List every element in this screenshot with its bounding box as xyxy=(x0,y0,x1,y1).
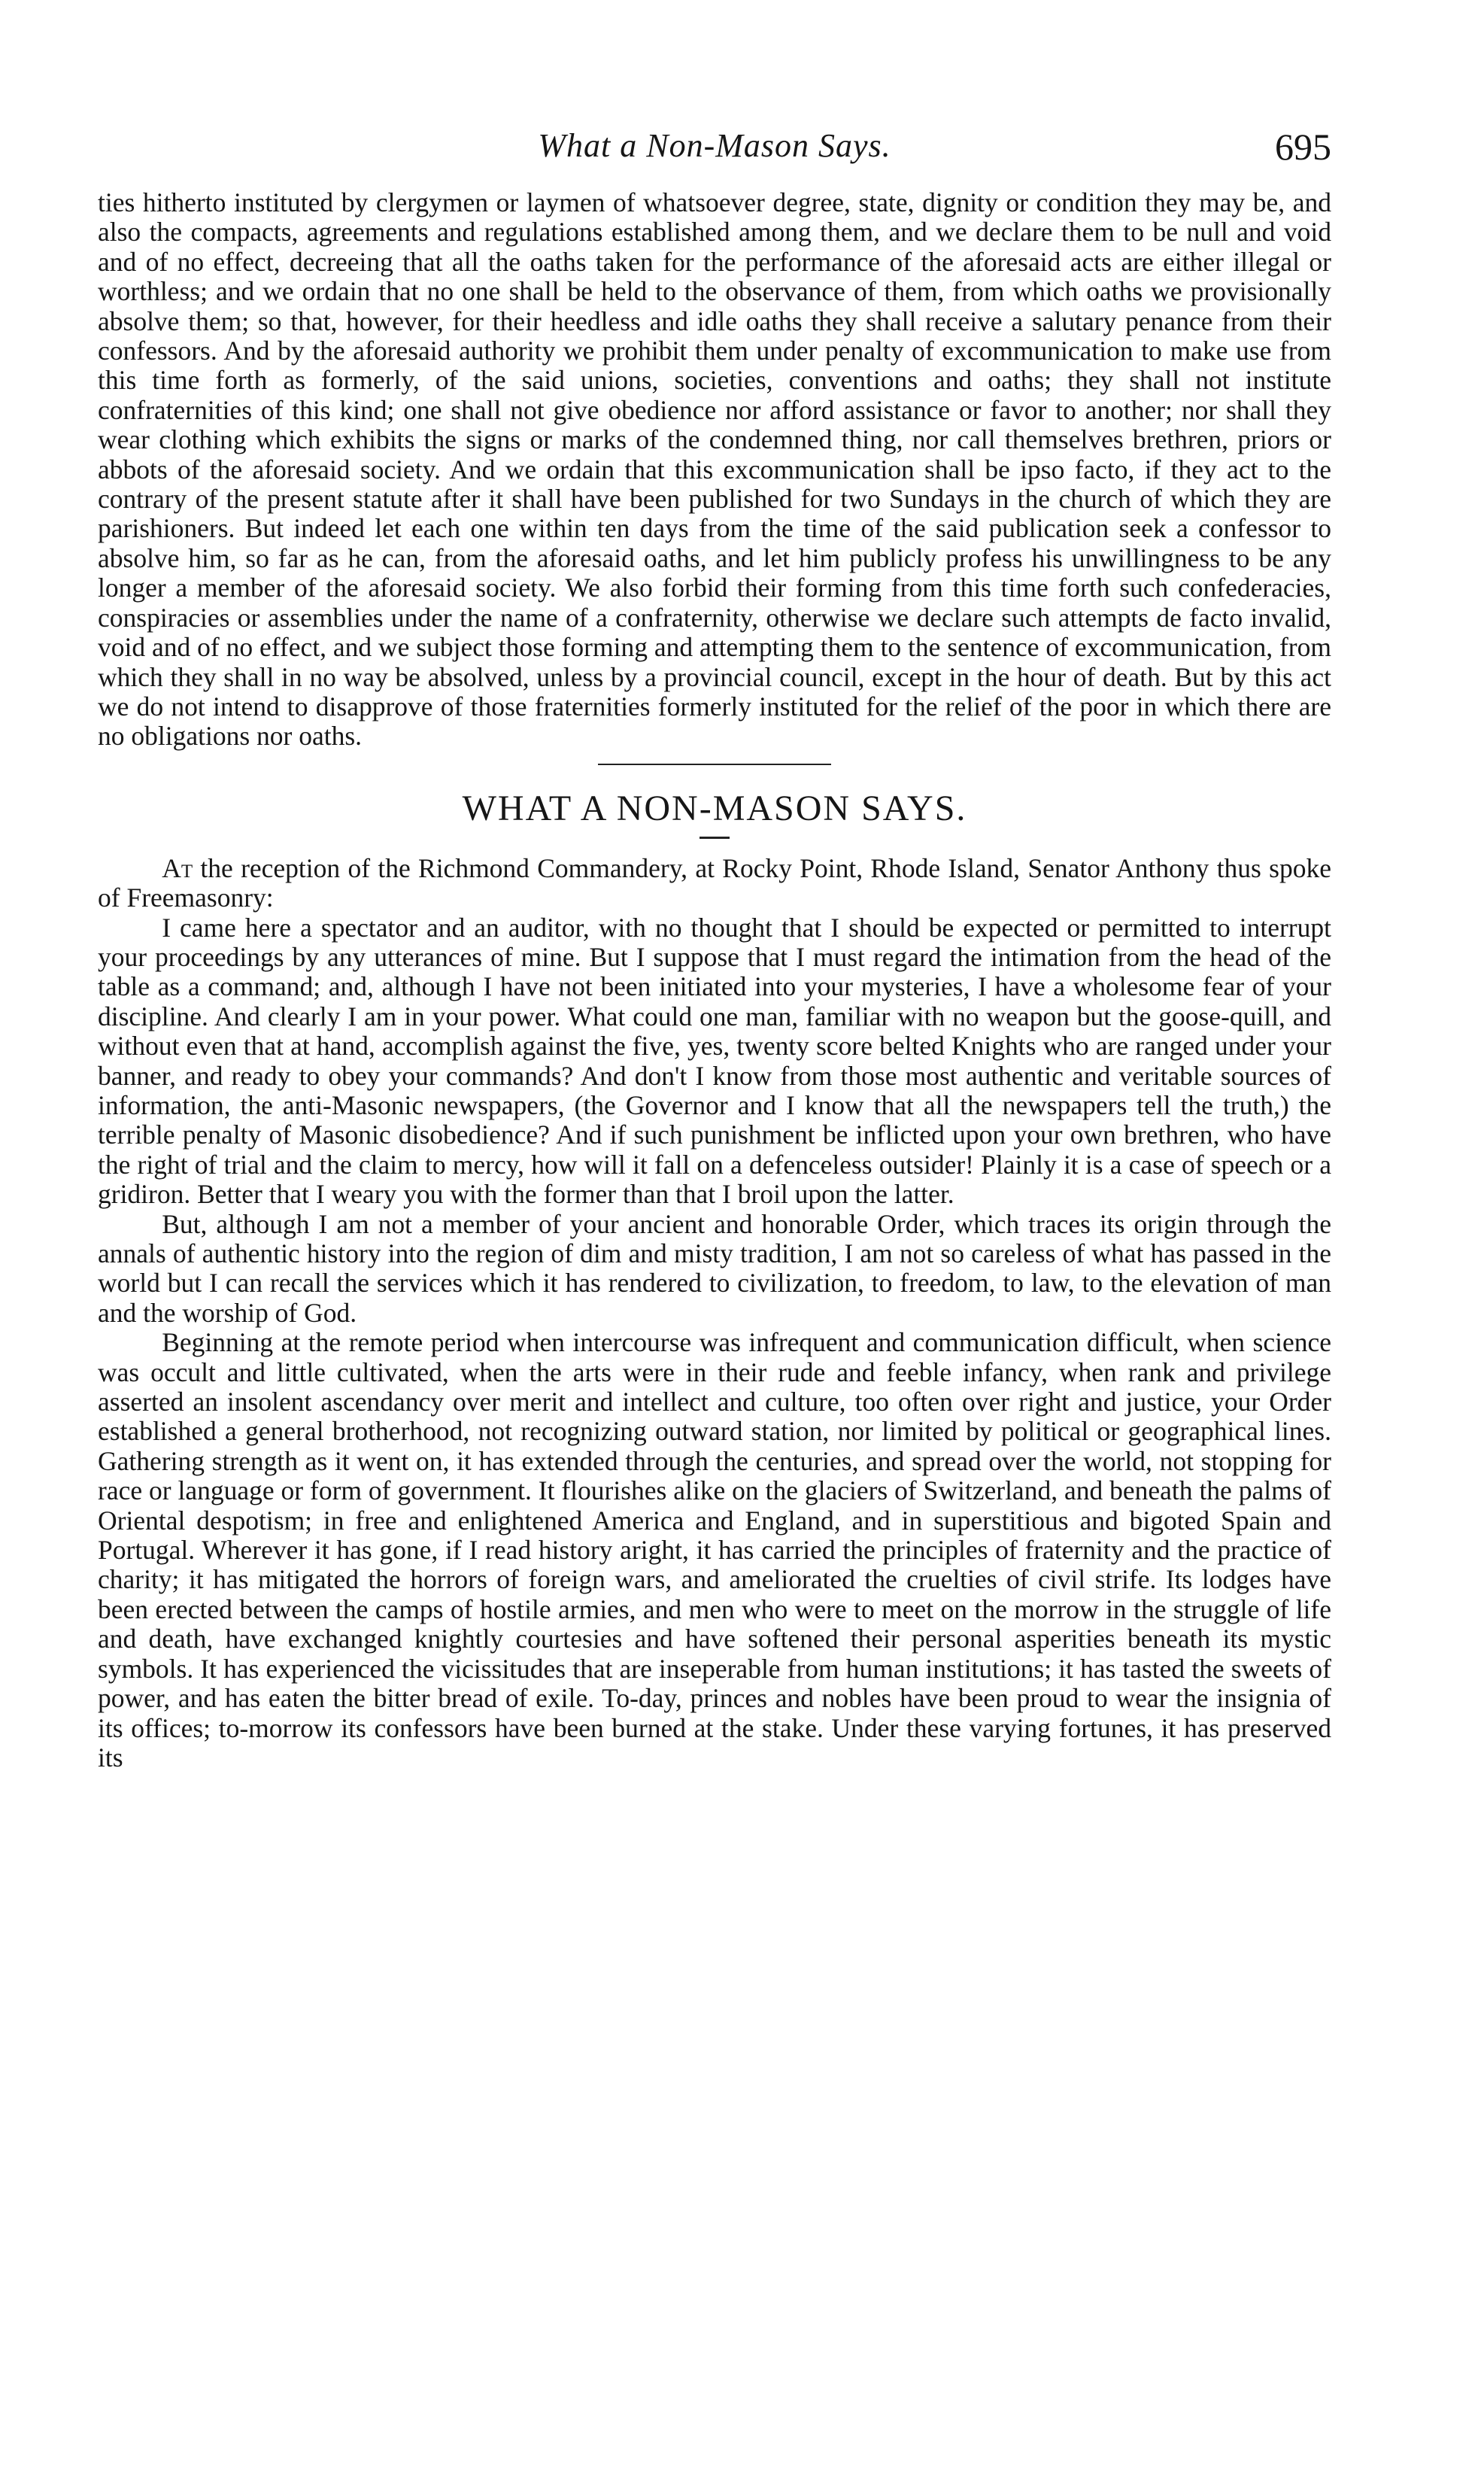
continued-paragraph: ties hitherto instituted by clergymen or laymen of whatsoever degree, state, dignity or condition they may be, and also the compacts, agreements and regulations established among them, and we declare them to be null and void and of no effect, decreeing that all the oaths taken for the performance of the aforesaid acts are either illegal or worthless; and we ordain that no one shall be held to the observance of them, from which oaths we provisionally absolve them; so that, however, for their heedless and idle oaths they shall receive a salutary penance from their confessors. And by the aforesaid authority we prohibit them under penalty of excommunication to make use from this time forth as formerly, of the said unions, societies, conventions and oaths; they shall not institute confraternities of this kind; one shall not give obedience nor afford assistance or favor to another; nor shall they wear clothing which exhibits the signs or marks of the condemned thing, nor call themselves brethren, priors or abbots of the aforesaid society. And we ordain that this excommunication shall be ipso facto, if they act to the contrary of the present statute after it shall have been published for two Sundays in the church of which they are parishioners. But indeed let each one within ten days from the time of the said publication seek a confessor to absolve him, so far as he can, from the aforesaid oaths, and let him publicly profess his unwillingness to be any longer a member of the aforesaid society. We also forbid their forming from this time forth such confederacies, conspiracies or assemblies under the name of a confraternity, otherwise we declare such attempts de facto invalid, void and of no effect, and we subject those forming and attempting them to the sentence of excommunication, from which they shall in no way be absolved, unless by a provincial council, except in the hour of death. But by this act we do not intend to disapprove of those fraternities formerly instituted for the relief of the poor in which there are no obligations nor oaths. xyxy=(98,187,1331,752)
intro-rest: the reception of the Richmond Commandery, at Rocky Point, Rhode Island, Senator Anthony thus spoke of Freemasonry: xyxy=(98,852,1331,913)
heading-dash xyxy=(700,837,730,839)
intro-lead: At xyxy=(162,852,193,883)
running-head xyxy=(98,120,1331,188)
body-text xyxy=(98,188,1331,1773)
book-page xyxy=(98,120,1331,2453)
article-paragraph: Beginning at the remote period when intercourse was infrequent and communication difficult, when science was occult and little cultivated, when the arts were in their rude and feeble infancy, when rank and privilege asserted an insolent ascendancy over merit and intellect and culture, too often over right and justice, your Order established a general brotherhood, not recognizing outward station, nor limited by political or geographical lines. Gathering strength as it went on, it has extended through the centuries, and spread over the world, not stopping for race or language or form of government. It flourishes alike on the glaciers of Switzerland, and beneath the palms of Oriental despotism; in free and enlightened America and England, and in superstitious and bigoted Spain and Portugal. Wherever it has gone, if I read history aright, it has carried the principles of fraternity and the practice of charity; it has mitigated the horrors of foreign wars, and ameliorated the cruelties of civil strife. Its lodges have been erected between the camps of hostile armies, and men who were to meet on the morrow in the struggle of life and death, have exchanged knightly courtesies and have softened their personal asperities beneath its mystic symbols. It has experienced the vicissitudes that are inseperable from human institutions; it has tasted the sweets of power, and has eaten the bitter bread of exile. To-day, princes and nobles have been proud to wear the insignia of its offices; to-morrow its confessors have been burned at the stake. Under these varying fortunes, it has preserved its xyxy=(98,1327,1331,1773)
page-number: 695 xyxy=(1275,126,1331,168)
article-intro xyxy=(98,854,1331,913)
article-heading: WHAT A NON-MASON SAYS. xyxy=(462,788,967,828)
article-paragraph: I came here a spectator and an auditor, with no thought that I should be expected or permitted to interrupt your proceedings by any utterances of mine. But I suppose that I must regard the intimation from the head of the table as a command; and, although I have not been initiated into your mysteries, I have a wholesome fear of your discipline. And clearly I am in your power. What could one man, familiar with no weapon but the goose-quill, and without even that at hand, accomplish against the five, yes, twenty score belted Knights who are ranged under your banner, and ready to obey your commands? And don't I know from those most authentic and veritable sources of information, the anti-Masonic newspapers, (the Governor and I know that all the newspapers tell the truth,) the terrible penalty of Masonic disobedience? And if such punishment be inflicted upon your own brethren, who have the right of trial and the claim to mercy, how will it fall on a defenceless outsider! Plainly it is a case of speech or a gridiron. Better that I weary you with the former than that I broil upon the latter. xyxy=(98,912,1331,1210)
section-divider xyxy=(598,764,831,765)
article-paragraph: But, although I am not a member of your ancient and honorable Order, which traces its origin through the annals of authentic history into the region of dim and misty tradition, I am not so careless of what has passed in the world but I can recall the services which it has rendered to civilization, to freedom, to law, to the elevation of man and the worship of God. xyxy=(98,1208,1331,1328)
running-title: What a Non-Mason Says. xyxy=(538,127,891,164)
